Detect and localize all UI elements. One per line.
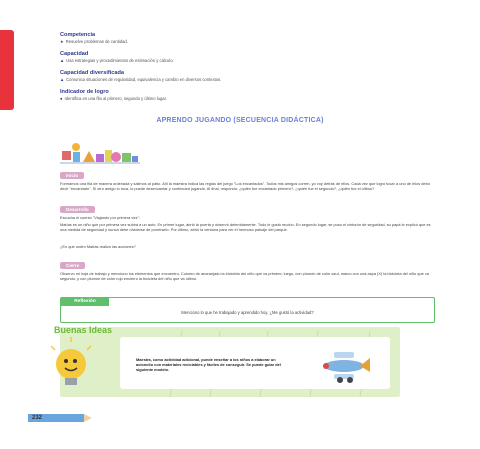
capacidad-section [60,51,174,63]
reflexion-label: Reflexión [61,298,109,306]
capacidad-div-item: Comunica situaciones de regularidad, equivalencia y cambio en diversos contextos. [66,77,222,82]
indicador-section [60,89,167,101]
indicador-item: Identifica en una fila al primero, segundo y último lugar. [64,96,167,101]
desarrollo-text: Matías es un niño que por primera vez subirá a un auto. En primer lugar, abrió la puerta y observó detenidamente. Todo le gustó mucho. En segundo lugar, se puso el cinturón de seguridad, su papá le explicó que es una medida de seguridad y nunca debe olvidarse de ponérselo. Por último, abrió la ventana para ver el hermoso paisaje del parque. [60,222,431,233]
inicio-label: Inicio [60,172,84,179]
cierre-text: Observo mi hoja de trabajo y menciono los elementos que encuentro. Coloreo de anaranjado la bicicleta del niño que va primero; luego, con plumón de color azul, marco con una aspa (X) la bicicleta del niño que va segundo, y con plumón de color rojo encierro la bicicleta del niño que va último. [60,271,429,282]
bullet-icon: ▲ [60,77,65,82]
red-side-tab [0,30,14,110]
buenas-ideas-label: Buenas Ideas [54,325,113,335]
competencia-section [60,32,128,44]
inicio-text: Formamos una fila de manera ordenada y salimos al patio. Allí la maestra indica las reglas del juego "Los encantados". Todos mis amigos corren, yo voy detrás de ellos. Cada vez que logro tocar a uno de ellos debo decir "encantado". Si otro amigo lo toca, lo puede desencantar y continuará jugando. Al final, respondo: ¿quién fue encantado primero?, ¿quién fue el segundo?, ¿quién fue el último? [60,181,430,192]
reflexion-text: Menciono lo que he trabajado y aprendido hoy. ¿Me gustó la actividad? [181,310,314,315]
indicador-heading: Indicador de logro [60,89,109,95]
desarrollo-intro: Escucha el cuento "Viajando por primera vez": [60,215,140,220]
capacidad-diversificada-section [60,70,221,82]
competencia-item: Resuelve problemas de cantidad. [65,39,128,44]
bullet-icon: ★ [60,39,64,44]
desarrollo-question: ¿En qué orden Matías realizó las acciones? [60,244,136,249]
toy-blocks-illustration [60,137,140,167]
cierre-label: Cierre [60,262,85,269]
capacidad-item: Usa estrategias y procedimientos de estimación y cálculo. [66,58,174,63]
bullet-icon: ▲ [60,58,65,63]
capacidad-div-heading: Capacidad diversificada [60,70,125,76]
desarrollo-label: Desarrollo [60,206,95,213]
competencia-heading: Competencia [60,32,96,38]
page-title: APRENDO JUGANDO (SECUENCIA DIDÁCTICA) [156,117,324,124]
airplane-model-icon [316,346,372,384]
reflexion-box [60,297,435,323]
capacidad-heading: Capacidad [60,51,89,57]
page-number: 232 [32,415,43,421]
ideas-text: Maestra, como actividad adicional, puede enseñar a los niños a elaborar un avioncito con materiales reciclables y fáciles de conseguir. Se puede guiar del siguiente modelo. [136,357,281,373]
bullet-icon: ● [60,96,63,101]
lightbulb-icon [51,337,91,385]
buenas-ideas-badge [44,318,114,392]
